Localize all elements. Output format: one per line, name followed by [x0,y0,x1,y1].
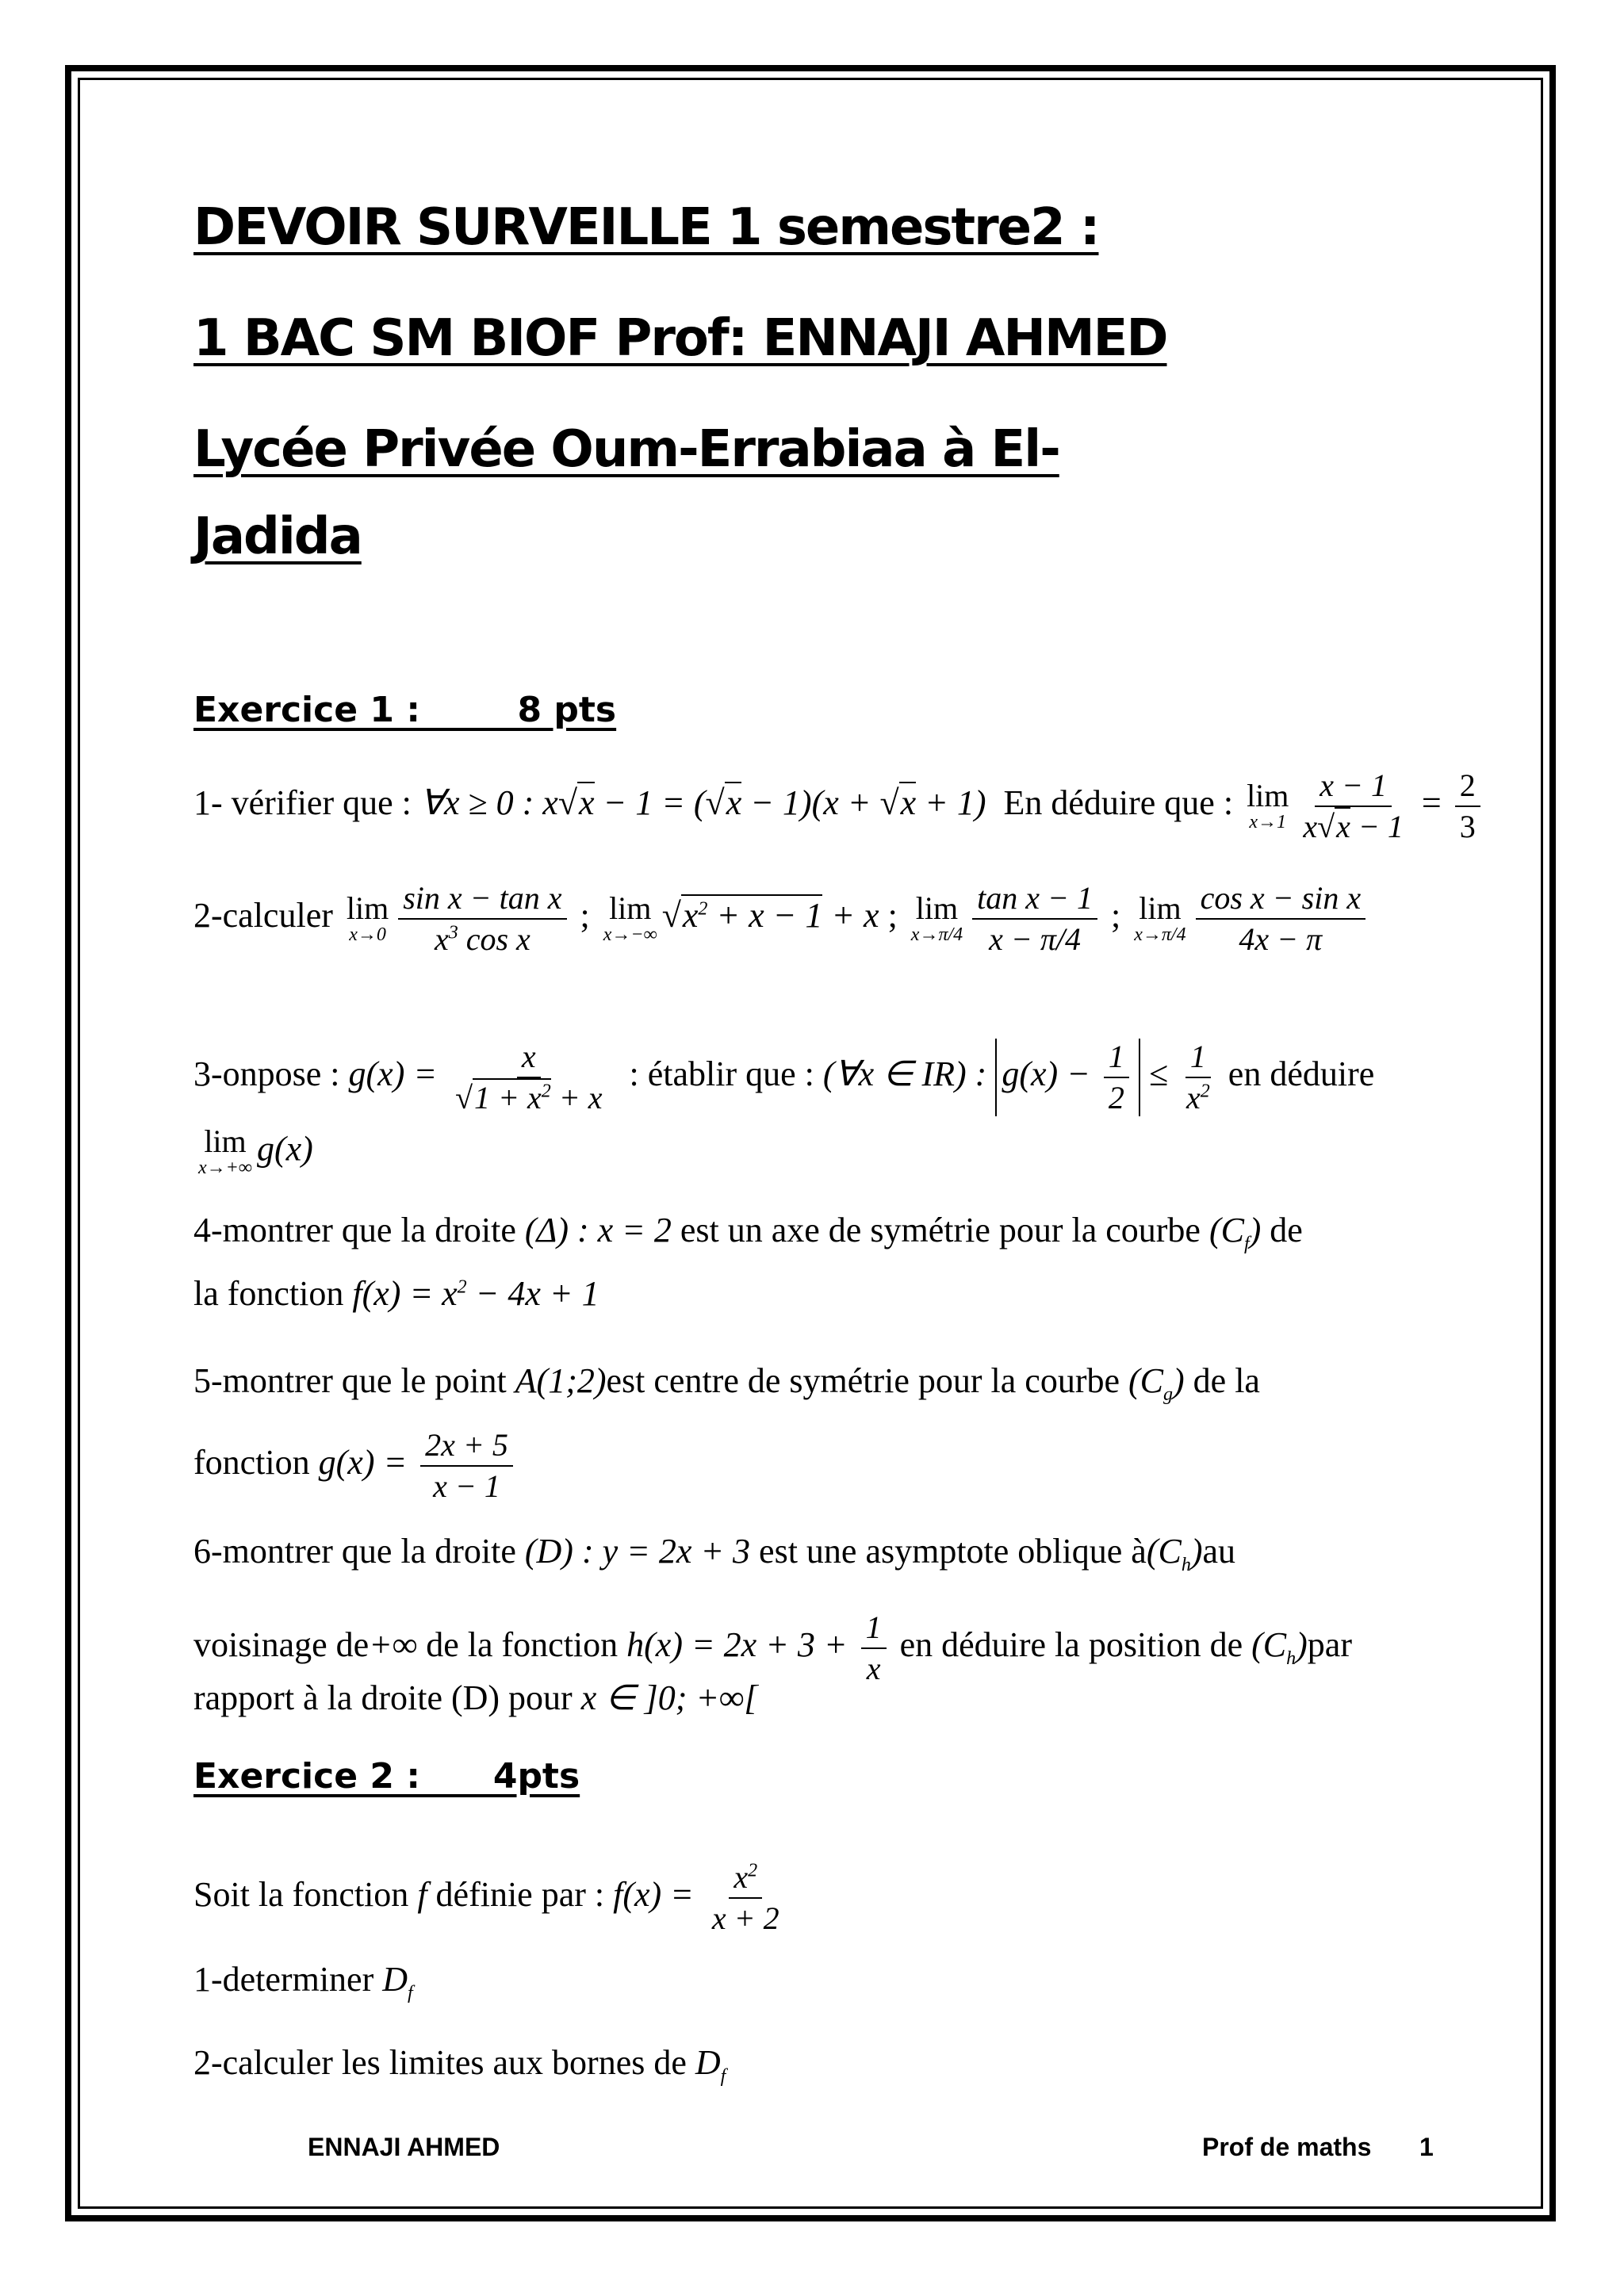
q5-fonction-label: fonction [193,1443,310,1483]
ex2-f-symbol: f [417,1875,427,1915]
q6-deduce: en déduire la position de [899,1625,1243,1665]
exercise1-question4 [193,1213,1303,1253]
q6-delafonction: de la fonction [426,1625,619,1665]
q1-result: $\frac{2}{3}$ [1455,767,1480,845]
q6-asym-text: est une asymptote oblique à [759,1532,1147,1571]
q2-fraction-d: $\frac{\text{cos x − sin x}}{4x - \pi}$ [1196,880,1366,958]
q3-label: 3-onpose : [193,1054,340,1094]
exercise1-heading: Exercice 1 : 8 pts [193,690,617,730]
q5-centre-text: est centre de symétrie pour la courbe [606,1361,1120,1400]
exercise2-question2 [193,2045,726,2086]
ex2-intro-label: Soit la fonction [193,1875,409,1915]
q6-line-eq: (D) : y = 2x + 3 [524,1532,751,1571]
q5-dela: de la [1193,1361,1260,1400]
footer-role: Prof de maths [1202,2133,1372,2161]
ex2-function: f(x) = [613,1875,703,1915]
exercise1-question2: 2-calculer lim x→0 $\frac{\text{sin x − tan x}}{x^3 \cos x}$ ; lim x→−∞ $√x^2 + x - 1 + x$ ; lim x→π/4 $\frac{\text{tan x − 1}}{x - \pi/4}$ ; lim x→π/4 $\frac{\text{cos x − sin x}}{4x - \pi}$ [193,880,1370,958]
q3-limit-expr: g(x) [256,1129,313,1169]
q6-par: par [1307,1625,1352,1665]
exercise2-intro [193,1859,789,1937]
q4-de: de [1270,1211,1303,1249]
q6-infinity: +∞ [369,1625,418,1665]
header-title-line1: DEVOIR SURVEILLE 1 semestre2 : [193,198,1099,257]
q1-identity: ∀x ≥ 0 : x√x − 1 = (√x − 1)(x + √x + 1) [419,783,986,823]
ex2-q1-label: 1-determiner [193,1960,374,1999]
q2-limit-a: lim x→0 [346,890,389,945]
header-title-line4: Jadida [193,507,362,566]
footer-author: ENNAJI AHMED [308,2133,500,2161]
q2-limit-d: lim x→π/4 [1134,890,1186,945]
q2-limit-c: lim x→π/4 [910,890,963,945]
q5-fraction: $\frac{2x + 5}{x - 1}$ [420,1427,513,1505]
q2-label: 2-calculer [193,896,333,936]
exercise2-heading: Exercice 2 : 4pts [193,1756,580,1797]
q6-function-line [193,1609,1352,1687]
q5-function-line [193,1427,518,1505]
q6-rapport-line [193,1678,758,1717]
exercise2-question1 [193,1962,413,2003]
q1-fraction: $\frac{x - 1}{x√x - 1}$ [1303,767,1404,844]
footer-page-number: 1 [1419,2133,1434,2161]
q2-fraction-a: $\frac{\text{sin x − tan x}}{x^3 \cos x}$ [398,880,566,958]
exercise1-question6 [193,1534,1235,1575]
q3-inequality: (∀x ∈ IR) : g(x) − $\frac{1}{2}$ ≤ $\frac{1}{x^2}$ [822,1039,1210,1115]
q2-fraction-c: $\frac{\text{tan x − 1}}{x - \pi/4}$ [972,880,1097,958]
ex2-fraction: $\frac{x^2}{x + 2}$ [711,1859,779,1936]
q3-function: g(x) = [348,1054,446,1094]
header-title-line2: 1 BAC SM BIOF Prof: ENNAJI AHMED [193,309,1167,368]
q1-limit: lim x→1 [1247,777,1289,832]
q4-line-eq: (Δ) : x = 2 [524,1211,672,1249]
q1-deduce-label: En déduire que : [1003,783,1234,823]
q6-au: au [1202,1532,1236,1571]
q4-label: 4-montrer que la droite [193,1211,516,1249]
exercise1-question5 [193,1361,1260,1405]
q6-label: 6-montrer que la droite [193,1532,516,1571]
q3-limit: lim x→+∞ [198,1123,252,1178]
q3-limit-line [193,1123,313,1178]
q6-curve: $(C_h)$ [1146,1532,1203,1575]
q4-function-line [193,1276,599,1311]
ex2-q2-domain: $D_f$ [695,2043,726,2087]
q6-rapport: rapport à la droite (D) pour [193,1678,573,1717]
q3-fraction: $\frac{x}{√1 + x^2 + x}$ [455,1039,603,1115]
q1-label: 1- vérifier que : [193,783,412,823]
q6-voisinage: voisinage de [193,1625,370,1665]
q6-curve-2: $(C_h)$ [1251,1625,1308,1669]
q3-establish-label: : établir que : [629,1054,814,1094]
q3-deduce-label: en déduire [1228,1054,1375,1094]
ex2-q2-label: 2-calculer les limites aux bornes de [193,2043,687,2082]
q2-limit-b: lim x→−∞ [603,890,657,945]
ex2-q1-domain: $D_f$ [382,1960,413,2003]
header-title-line3: Lycée Privée Oum-Errabiaa à El- [193,420,1059,479]
exercise1-question3 [193,1039,1374,1116]
q4-axis-text: est un axe de symétrie pour la courbe [680,1211,1201,1249]
q4-function: $f(x) = x^2 - 4x + 1$ [352,1274,599,1313]
q5-curve: $(C_g)$ [1128,1361,1185,1405]
q6-fraction: $\frac{1}{x}$ [861,1609,887,1687]
q4-fonction-label: la fonction [193,1274,344,1313]
q5-point: A(1;2) [515,1361,607,1400]
q5-label: 5-montrer que le point [193,1361,507,1400]
q5-function: g(x) = [318,1443,416,1483]
exercise1-question1: 1- vérifier que : ∀x ≥ 0 : x√x − 1 = (√x − 1)(x + √x + 1) En déduire que : lim x→1 $\frac{x - 1}{x√x - 1}$ = $\frac{2}{3}$ [193,767,1485,845]
q6-function: h(x) = 2x + 3 + [626,1625,856,1665]
q6-interval: x ∈ ]0; +∞[ [580,1678,758,1717]
q2-expr-b: $√x^2 + x - 1 + x$ [661,896,879,936]
ex2-intro2-label: définie par : [435,1875,605,1915]
q4-curve: $(C_f)$ [1208,1211,1262,1254]
